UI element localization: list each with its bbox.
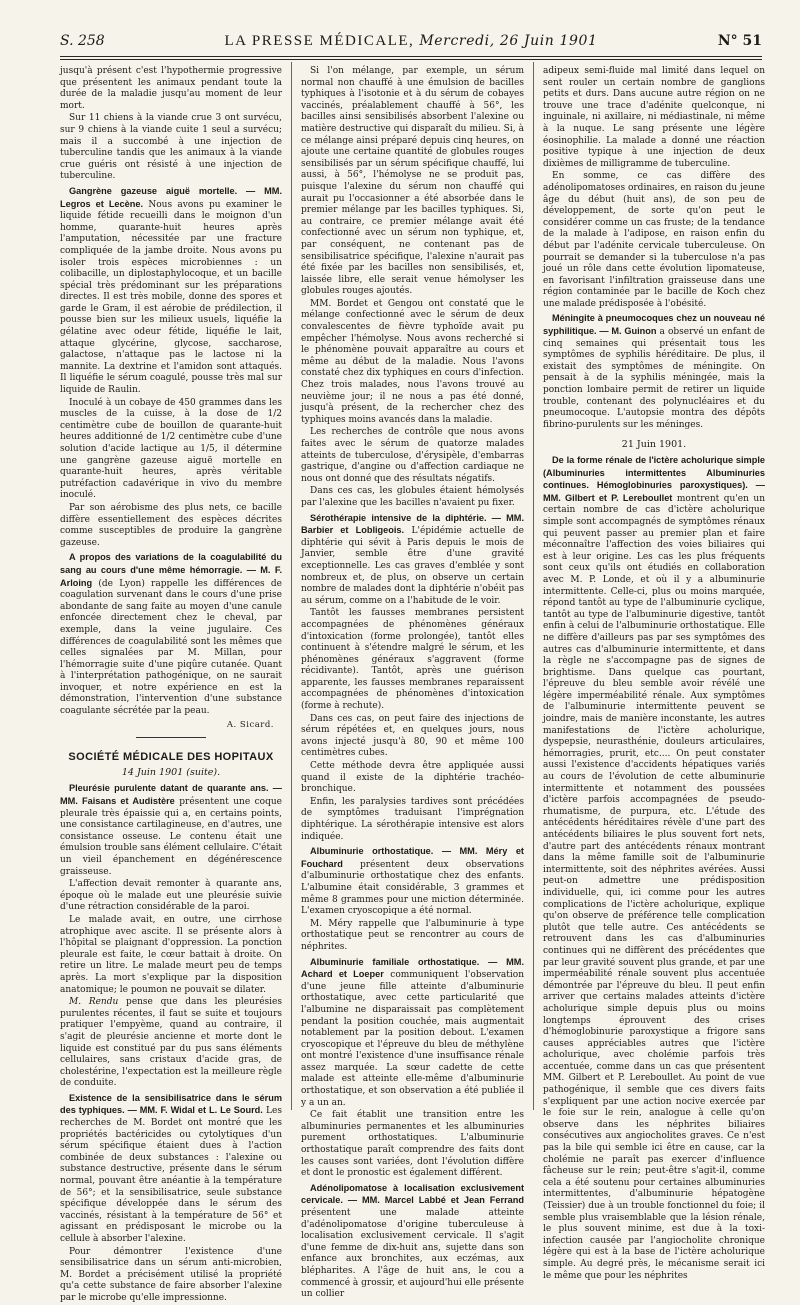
paragraph: Sur 11 chiens à la viande crue 3 ont survécu, sur 9 chiens à la viande cuite 1 seul a survécu; mais il a succombé à une injection de tuberculine tandis que les animaux à la viande crue guéris ont résisté à une injection de tuberculine. [60,113,282,182]
article-heading: Méningite à pneumocoques chez un nouveau né syphilitique. — M. Guinon [543,313,765,337]
author-name: M. Rendu [69,997,119,1008]
article-heading: Adénolipomatose à localisation exclusivement cervicale. — MM. Marcel Labbé et Jean Ferrand [301,1182,524,1206]
article-text: présentent deux observations d'albuminurie orthostatique chez des enfants. L'albumine était considérable, 3 grammes et même 8 grammes pour une miction déterminée. L'examen cryoscopique a été normal. [301,859,524,917]
article-text: (de Lyon) rappelle les différences de coagulation survenant dans le cours d'une prise abondante de sang faite au moyen d'une canule enfoncée directement chez le cheval, par exemple, dans la veine jugulaire. Ces différences de coagulabilité sont les mêmes que celles signalées par M. Millan, pour l'hémorragie suite d'une piqûre cutanée. Quant à l'interprétation pathogénique, on ne saurait invoquer, et notre expérience en est la démonstration, l'intervention d'une substance coagulante sécrétée par la peau. [60,578,282,717]
article-coagulability [60,552,282,717]
paragraph: Dans ces cas, on peut faire des injections de sérum répétées et, en quelques jours, nous avons injecté jusqu'à 80, 90 et même 100 centimètres cubes. [301,713,524,759]
article-heading: A propos des variations de la coagulabilité du sang au cours d'une même hémorragie. — M. F. Arloing [60,552,282,588]
article-text: présentent une coque pleurale très épaissie qui a, en certains points, une consistance cartilagineuse, en d'autres, une consistance osseuse. Le contenu était une émulsion trouble sans élément cellulaire. C'était un vieil épanchement en dégénérescence graisseuse. [60,797,282,877]
paragraph: Dans ces cas, les globules étaient hémolysés par l'alexine que les bacilles n'avaient pu fixer. [301,486,524,508]
paragraph: jusqu'à présent c'est l'hypothermie progressive que présentent les animaux pendant toute la durée de la maladie jusqu'au moment de leur mort. [60,66,282,111]
paragraph: Cette méthode devra être appliquée aussi quand il existe de la diphtérie trachéo-bronchique. [301,761,524,795]
article-icterus [543,455,765,1282]
article-text: pense que dans les pleurésies purulentes récentes, il faut se suite et toujours pratiquer l'empyème, quand au contraire, il s'agit de pleurésie ancienne et morte dont le liquide est constitué par du pus sans éléments cellulaires, sans cristaux d'acide gras, de cholestérine, l'expectation est la meilleure règle de conduite. [60,997,282,1089]
article-sensibilisatrice [60,1093,282,1246]
article-text: communiquent l'observation d'une jeune fille atteinte d'albuminurie orthostatique, avec cette particularité que l'albumine ne disparaissait pas complètement pendant la position couchée, mais augmentait notablement par la position debout. L'examen cryoscopique et l'épreuve du bleu de méthylène ont montré l'existence d'une insuffisance rénale assez marquée. La sœur cadette de cette malade est atteinte elle-même d'albuminurie orthostatique, et son observation a été publiée il y a un an. [301,970,524,1108]
section-divider [136,737,206,738]
article-heading: Albuminurie familiale orthostatique. — MM. Achard et Loeper [301,956,524,980]
article-meningitis [543,313,765,431]
article-text: présentent une malade atteinte d'adénolipomatose d'origine tuberculeuse à localisation exclusivement cervicale. Il s'agit d'une femme de dix-huit ans, sujette dans son enfance aux bronchites, aux eczémas, aux blépharites. A l'âge de huit ans, le cou a commencé à grossir, et aujourd'hui elle présente un collier [301,1208,524,1300]
column-separator [533,62,534,1110]
article-text: Nous avons pu examiner le liquide fétide recueilli dans le moignon d'un homme, quarante-huit heures après l'amputation, nécessitée par une fracture compliquée de la jambe droite. Nous avons pu isoler trois espèces microbiennes : un colibacille, un diplostaphylocoque, et un bacille spécial très prédominant sur les préparations directes. Il est très mobile, donne des spores et garde le Gram, il est aérobie de prédilection, il pousse bien sur les milieux usuels, liquéfie la gélatine avec odeur fétide, liquéfie le lait, attaque glycérine, glycose, saccharose, galactose, n'attaque pas le lactose ni la mannite. La dextrine et l'amidon sont attaqués. Il liquéfie le sérum coagulé, pousse très mal sur liquide de Raulin. [60,199,282,396]
journal-title-line [60,33,762,50]
paragraph: Si l'on mélange, par exemple, un sérum normal non chauffé à une émulsion de bacilles typhiques à l'isotonie et à du sérum de cobayes vaccinés, préalablement chauffé à 56°, les bacilles ainsi sensibilisés absorbent l'alexine ou matière destructive qui disparaît du milieu. Si, à ce mélange ainsi préparé depuis cinq heures, on ajoute une certaine quantité de globules rouges sensibilisés par un sérum spécifique chauffé, lui aussi, à 56°, l'hémolyse ne se produit pas, puisque l'alexine du sérum non chauffé qui aurait pu l'occasionner a été absorbée dans le premier mélange par les bacilles typhiques. Si, au contraire, ce premier mélange avait été confectionné avec un sérum non typhique, et, par conséquent, ne contenant pas de sensibilisatrice spécifique, l'alexine n'aurait pas été fixée par les bacilles non sensibilisés, et, laissée libre, elle serait venue hémolyser les globules rouges ajoutés. [301,66,524,297]
paragraph: Enfin, les paralysies tardives sont précédées de symptômes traduisant l'imprégnation diphtérique. La sérothérapie intensive est alors indiquée. [301,796,524,842]
article-adenolipomatosis [301,1183,524,1301]
paragraph: En somme, ce cas diffère des adénolipomatoses ordinaires, en raison du jeune âge du début (huit ans), de son peu de développement, de sorte qu'on peut le considérer comme un cas fruste; de la tendance de la malade à l'adipose, en raison enfin du début par l'adénite cervicale tuberculeuse. On pourrait se demander si la tuberculose n'a pas joué un rôle dans cette évolution lipomateuse, en favorisant l'infiltration graisseuse dans une région contaminée par le bacille de Koch chez une malade prédisposée à l'obésité. [543,171,766,309]
issue-date: Mercredi, 26 Juin 1901 [419,33,598,49]
paragraph: Ce fait établit une transition entre les albuminuries permanentes et les albuminuries purement orthostatiques. L'albuminurie orthostatique paraît comprendre des faits dont les causes sont variées, dont l'évolution diffère et dont le pronostic est également différent. [301,1110,524,1179]
page-header [60,33,762,53]
paragraph: M. Méry rappelle que l'albuminurie à type orthostatique peut se rencontrer au cours de néphrites. [301,918,524,952]
paragraph: adipeux semi-fluide mal limité dans lequel on sent rouler un certain nombre de ganglions petits et durs. Dans aucune autre région on ne trouve une trace d'adénite quelconque, ni inguinale, ni axillaire, ni médiastinale, ni même à la nuque. Le sang présente une légère éosinophilie. La malade a donné une réaction positive typique à une injection de deux dixièmes de milligramme de tuberculine. [543,66,765,169]
paragraph: Tantôt les fausses membranes persistent accompagnées de phénomènes généraux d'intoxication (forme prolongée), tantôt elles continuent à s'étendre malgré le sérum, et les phénomènes généraux s'aggravent (forme récidivante). Tantôt, après une guérison apparente, les fausses membranes reparaissent accompagnées de phénomènes d'intoxication (forme à rechute). [301,608,524,712]
paragraph: Le malade avait, en outre, une cirrhose atrophique avec ascite. Il se présente alors à l'hôpital se plaignant d'oppression. La ponction pleurale est faite, le cœur battait à droite. On retire un litre. Le malade meurt peu de temps après. La mort s'explique par la disposition anatomique; le poumon ne pouvait se dilater. [60,914,282,995]
journal-name: LA PRESSE MÉDICALE, [224,33,415,49]
paragraph: Pour démontrer l'existence d'une sensibilisatrice dans un sérum anti-microbien, M. Bordet a précisément utilisé la propriété qu'a cette substance de faire absorber l'alexine par le microbe qu'elle impressionne. [60,1246,282,1303]
paragraph: Inoculé à un cobaye de 450 grammes dans les muscles de la cuisse, à la dose de 1/2 centimètre cube de bouillon de quarante-huit heures additionné de 1/2 centimètre cube d'une solution d'acide lactique au 1/5, il détermine une gangrène gazeuse aiguë mortelle en quarante-huit heures, après véritable putréfaction cadavérique in vivo du membre inoculé. [60,397,282,501]
paragraph: Les recherches de contrôle que nous avons faites avec le sérum de quatorze malades atteints de tuberculose, d'érysipèle, d'embarras gastrique, d'angine ou d'affection cardiaque ne nous ont donné que des résultats négatifs. [301,427,524,484]
section-title: SOCIÉTÉ MÉDICALE DES HOPITAUX [68,751,274,764]
page-number: S. 258 [60,33,105,49]
column-separator [291,62,292,1110]
article-orthostatic [301,846,524,918]
article-text: L'épidémie actuelle de diphtérie qui sévit à Paris depuis le mois de Janvier, semble être d'une gravité exceptionnelle. Les cas graves d'emblée y sont nombreux et, de plus, on observe un certain nombre de malades dont la diphtérie n'obéit pas au sérum, comme on a l'habitude de le voir. [301,526,524,606]
header-rule-thin [60,59,762,60]
article-heading: De la forme rénale de l'ictère acholurique simple (Albuminuries intermittentes Albuminuries continues. Hémoglobinuries paroxystiques). — MM. Gilbert et P. Lereboullet [543,455,765,503]
article-serotherapy [301,513,524,608]
column-1 [60,66,282,1303]
article-pleurisy [60,783,282,878]
article-familial [301,957,524,1110]
article-text: Les recherches de M. Bordet ont montré que les propriétés bactéricides ou cytolytiques d'un sérum spécifique étaient dues à l'action combinée de deux substances : l'alexine ou substance destructive, présente dans le sérum normal, pouvant être anéantie à la température de 56°; et la sensibilisatrice, seule substance spécifique développée dans le sérum des vaccinés, résistant à la température de 56° et agissant en prédisposant le microbe ou la cellule à absorber l'alexine. [60,1106,282,1244]
column-2 [301,66,524,1300]
column-3 [543,66,766,1281]
article-heading: Albuminurie orthostatique. — MM. Méry et Fouchard [301,846,524,869]
article-heading: Sérothérapie intensive de la diphtérie. — MM. Barbier et Lobligeois. [301,512,524,536]
header-rule [60,56,762,57]
article-text: montrent qu'en un certain nombre de cas d'ictère acholurique simple sont accompagnés de symptômes rénaux qui peuvent passer au premier plan et faire méconnaître l'affection des voies biliaires qui est à leur origine. Les cas les plus fréquents sont ceux qu'ils ont étudiés en collaboration avec M. P. Londe, et où il y a albuminurie intermittente. Celle-ci, plus ou moins marquée, répond tantôt au type de l'albuminurie cyclique, tantôt au type de l'albuminurie digestive, tantôt enfin à celui de l'albuminurie orthostatique. Elle ne diffère d'ailleurs pas par ses symptômes des autres cas d'albuminurie intermittente, et dans la règle ne s'accompagne pas de signes de brightisme. Dans quelque cas pourtant, l'épreuve du bleu semble avoir révélé une légère imperméabilité rénale. Aux symptômes de l'albuminurie intermittente peuvent se joindre, mais de manière inconstante, les autres manifestations de l'ictère acholurique, dyspepsie, neurasthénie, douleurs articulaires, hémorragies, prurit, etc.... On peut constater aussi l'existence d'accidents hépatiques variés au cours de l'évolution de cette albuminurie intermittente et notamment des poussées d'ictère parfois accompagnées de pseudo-rhumatisme, de purpura, etc. L'étude des antécédents héréditaires révèle d'une part des antécédents biliaires le plus souvent fort nets, d'autre part des antécédents rénaux montrant dans la même famille soit de l'albuminurie intermittente, soit des néphrites avérées. Aussi peut-on admettre une prédisposition individuelle, qui, ici comme pour les autres complications de l'ictère acholurique, explique qu'on observe de préférence telle complication plutôt que telle autre. Ces antécédents se retrouvent dans les cas d'albuminuries continues qui ne diffèrent des précédentes que par leur gravité souvent plus grande, et par une imperméabilité rénale souvent plus accentuée démontrée par l'épreuve du bleu. Il peut enfin arriver que certains malades atteints d'ictère acholurique simple depuis plus ou moins longtemps éprouvent des crises d'hémoglobinurie paroxystique a frigore sans causes appréciables autres que l'ictère acholurique, avec cholémie parfois très accentuée, comme dans un cas que présentent MM. Gilbert et P. Lereboullet. Au point de vue pathogénique, il semble que ces divers faits s'expliquent par une action nocive exercée par le foie sur le rein, analogue à celle qu'on observe dans les néphrites biliaires consécutives aux angiocholites graves. Ce n'est pas la bile qui semble ici être en cause, car la cholémie ne paraît pas exercer d'influence fâcheuse sur le rein; peut-être s'agit-il, comme cela a été soutenu pour certaines albuminuries intermittentes, d'albuminurie hépatogène (Teissier) due à un trouble fonctionnel du foie; il semble plus vraisemblable que la lésion rénale, le plus souvent minime, est due à la toxi-infection causée par l'angiocholite chronique légère qui est à la base de l'ictère acholurique simple. Au degré près, le mécanisme serait ici le même que pour les néphrites [543,493,765,1281]
signature: A. Sicard. [226,719,274,730]
paragraph: L'affection devait remonter à quarante ans, époque où le malade eut une pleurésie suivie d'une rétraction considérable de la paroi. [60,879,282,913]
paragraph: MM. Bordet et Gengou ont constaté que le mélange confectionné avec le sérum de deux convalescentes de fièvre typhoïde avait pu empêcher l'hémolyse. Nous avons recherché si le phénomène pouvait apparaître au cours et même au début de la maladie. Nous l'avons constaté chez dix typhiques en cours d'infection. Chez trois malades, nous l'avons trouvé au neuvième jour; il ne nous a pas été donné, jusqu'à présent, de la rechercher chez des typhiques moins avancés dans la maladie. [301,298,524,425]
article-text: a observé un enfant de cinq semaines qui présentait tous les symptômes de syphilis héréditaire. De plus, il existait des symptômes de méningite. On pensait à de la syphilis méningée, mais la ponction lombaire permit de retirer un liquide trouble, contenant des polynucléaires et du pneumocoque. L'autopsie montra des dépôts fibrino-purulents sur les méninges. [543,327,765,430]
article-gangrene [60,186,282,397]
paragraph: Par son aérobisme des plus nets, ce bacille diffère essentiellement des espèces décrites comme susceptibles de produire la gangrène gazeuse. [60,502,282,548]
article-heading: Gangrène gazeuse aiguë mortelle. — MM. Legros et Lecène. [60,185,282,209]
session-date: 21 Juin 1901. [621,439,687,451]
article-heading: Existence de la sensibilisatrice dans le sérum des typhiques. — MM. F. Widal et L. Le Sourd. [60,1092,282,1116]
paragraph-rendu [60,997,282,1090]
article-heading: Pleurésie purulente datant de quarante ans. — MM. Faisans et Audistère [60,783,282,807]
issue-number: N° 51 [717,33,762,49]
section-date: 14 Juin 1901 (suite). [121,766,221,778]
